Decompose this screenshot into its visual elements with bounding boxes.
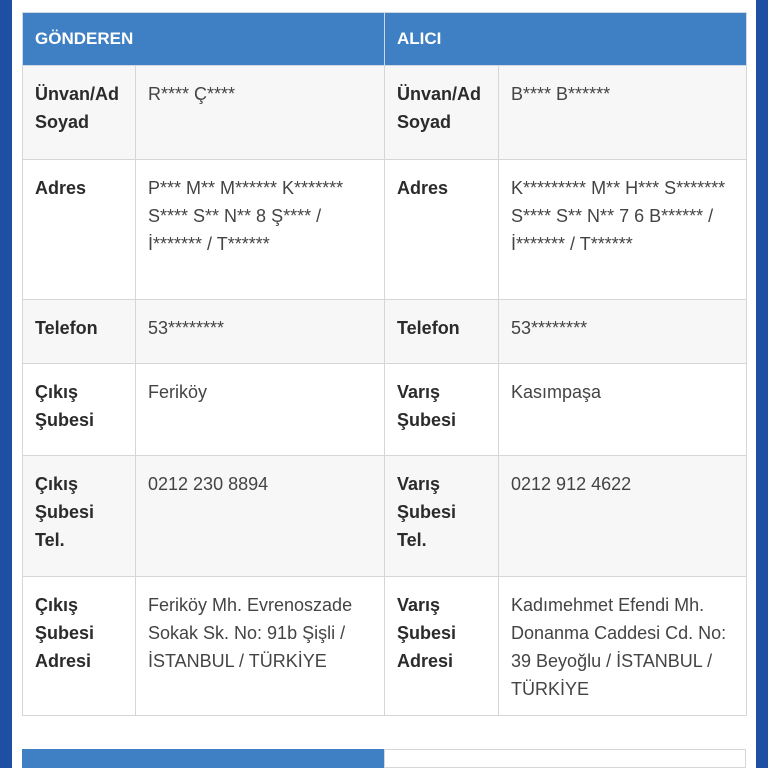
receiver-header: ALICI [385,13,747,66]
arrival-branch-address-value: Kadımehmet Efendi Mh. Donanma Caddesi Cd. No: 39 Beyoğlu / İSTANBUL / TÜRKİYE [499,577,747,716]
departure-branch-value: Feriköy [136,364,385,456]
row-address [23,160,747,300]
sender-name-value: R**** Ç**** [136,66,385,160]
arrival-branch-phone-label: Varış Şubesi Tel. [385,456,499,577]
sender-address-value: P*** M** M****** K******* S**** S** N** 8 Ş**** / İ******* / T****** [136,160,385,300]
arrival-branch-phone-value: 0212 912 4622 [499,456,747,577]
row-phone [23,300,747,364]
next-table-header-right [384,749,746,768]
departure-branch-address-value: Feriköy Mh. Evrenoszade Sokak Sk. No: 91b Şişli / İSTANBUL / TÜRKİYE [136,577,385,716]
next-table-header [22,749,746,768]
row-branch-phone [23,456,747,577]
sender-phone-label: Telefon [23,300,136,364]
departure-branch-phone-value: 0212 230 8894 [136,456,385,577]
departure-branch-address-label: Çıkış Şubesi Adresi [23,577,136,716]
departure-branch-phone-label: Çıkış Şubesi Tel. [23,456,136,577]
row-branch [23,364,747,456]
row-branch-address [23,577,747,716]
shipment-details-page [12,0,756,768]
arrival-branch-value: Kasımpaşa [499,364,747,456]
receiver-address-value: K********* M** H*** S******* S**** S** N** 7 6 B****** / İ******* / T****** [499,160,747,300]
sender-name-label: Ünvan/Ad Soyad [23,66,136,160]
departure-branch-label: Çıkış Şubesi [23,364,136,456]
table-header-row [23,13,747,66]
row-name [23,66,747,160]
sender-header: GÖNDEREN [23,13,385,66]
sender-phone-value: 53******** [136,300,385,364]
receiver-name-value: B**** B****** [499,66,747,160]
receiver-name-label: Ünvan/Ad Soyad [385,66,499,160]
arrival-branch-address-label: Varış Şubesi Adresi [385,577,499,716]
receiver-phone-label: Telefon [385,300,499,364]
receiver-phone-value: 53******** [499,300,747,364]
shipment-info-table [22,12,747,716]
next-table-header-left [22,749,384,768]
receiver-address-label: Adres [385,160,499,300]
sender-address-label: Adres [23,160,136,300]
arrival-branch-label: Varış Şubesi [385,364,499,456]
